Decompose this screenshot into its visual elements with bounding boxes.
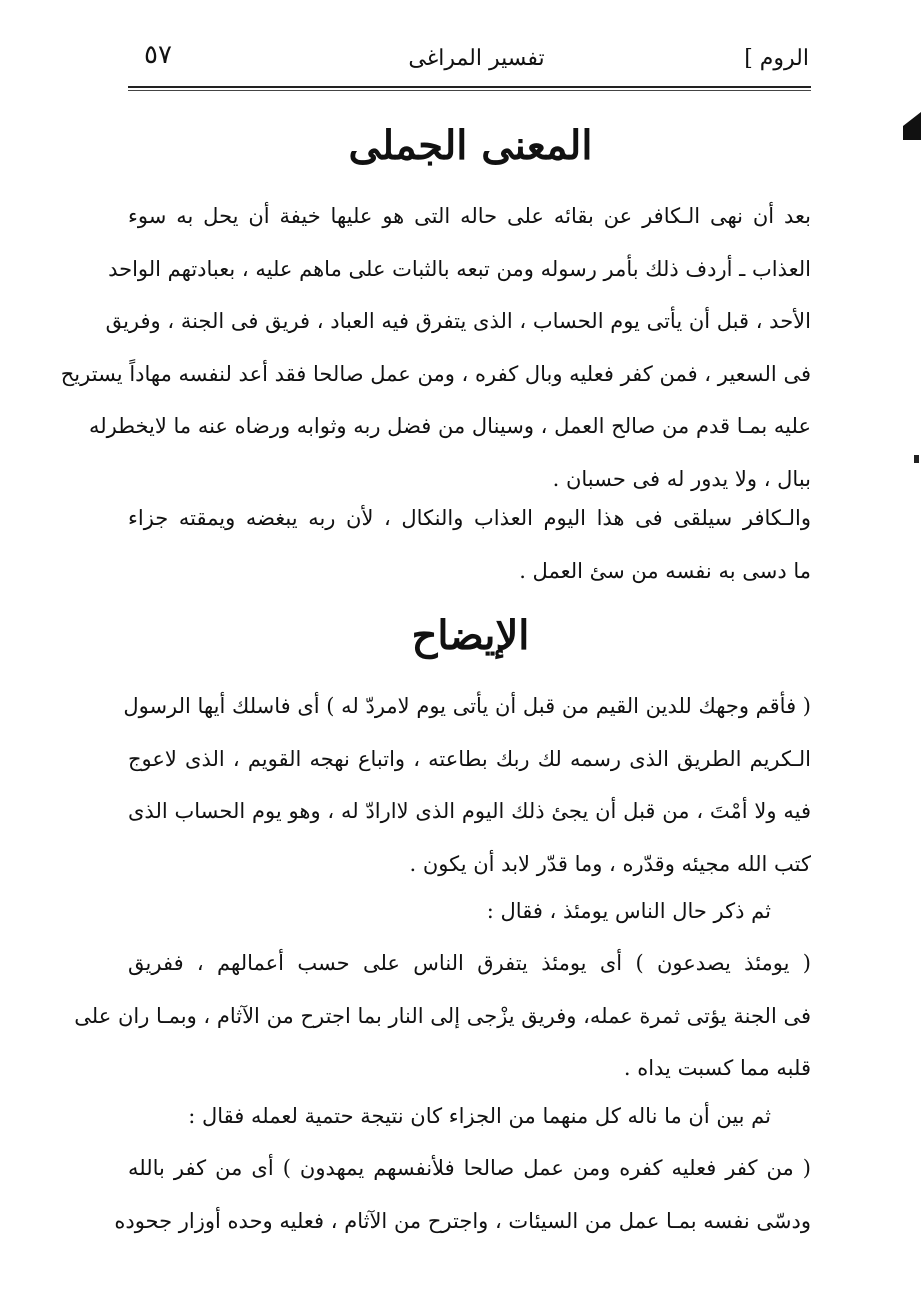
text-line: فى السعير ، فمن كفر فعليه وبال كفره ، ومن عمل صالحا فقد أعد لنفسه مهاداً يستريح <box>60 361 811 386</box>
section-title-overview: المعنى الجملى <box>348 122 593 169</box>
page-header <box>140 38 813 78</box>
text-line: ثم ذكر حال الناس يومئذ ، فقال : <box>486 899 771 923</box>
text-line: قلبه مما كسبت يداه . <box>623 1056 811 1080</box>
text-line: ما دسى به نفسه من سئ العمل . <box>519 558 811 583</box>
book-title: تفسير المراغى <box>408 46 545 71</box>
text-line: الأحد ، قبل أن يأتى يوم الحساب ، الذى يتفرق فيه العباد ، فريق فى الجنة ، وفريق <box>105 309 811 333</box>
header-rule-thin <box>128 90 811 91</box>
text-line: فى الجنة يؤتى ثمرة عمله، وفريق يزْجى إلى النار بما اجترح من الآثام ، وبمـا ران على <box>74 1003 811 1028</box>
page-edge-dot <box>914 455 919 463</box>
paragraph <box>123 680 811 890</box>
text-line: عليه بمـا قدم من صالح العمل ، وسينال من فضل ربه وثوابه ورضاه عنه ما لايخطرله <box>88 414 811 438</box>
text-line: ببال ، ولا يدور له فى حسبان . <box>552 466 811 491</box>
paragraph <box>60 190 811 505</box>
text-line: ( من كفر فعليه كفره ومن عمل صالحا فلأنفسهم يمهدون ) أى من كفر بالله <box>128 1156 811 1180</box>
text-line: ( فأقم وجهك للدين القيم من قبل أن يأتى يوم لامردّ له ) أى فاسلك أيها الرسول <box>123 694 811 718</box>
text-line: فيه ولا أمْتَ ، من قبل أن يجئ ذلك اليوم الذى لاارادّ له ، وهو يوم الحساب الذى <box>128 799 811 823</box>
page-edge-mark <box>903 112 921 140</box>
text-line: ( يومئذ يصدعون ) أى يومئذ يتفرق الناس على حسب أعمالهم ، ففريق <box>128 951 811 975</box>
section-title-explanation: الإيضاح <box>411 612 530 659</box>
text-line: بعد أن نهى الـكافر عن بقائه على حاله التى هو عليها خيفة أن يحل به سوء <box>128 204 811 228</box>
text-line: والـكافر سيلقى فى هذا اليوم العذاب والنكال ، لأن ربه يبغضه ويمقته جزاء <box>128 506 811 530</box>
paragraph <box>74 937 811 1095</box>
text-line: العذاب ـ أردف ذلك بأمر رسوله ومن تبعه بالثبات على ماهم عليه ، بعبادتهم الواحد <box>108 256 811 281</box>
paragraph <box>128 492 811 597</box>
page-number: ٥٧ <box>144 40 172 70</box>
text-line: ثم بين أن ما ناله كل منهما من الجزاء كان نتيجة حتمية لعمله فقال : <box>188 1104 771 1128</box>
paragraph <box>128 1090 771 1143</box>
paragraph <box>114 1142 811 1247</box>
text-line: الـكريم الطريق الذى رسمه لك ربك بطاعته ، واتباع نهجه القويم ، الذى لاعوج <box>128 746 811 771</box>
paragraph <box>128 885 771 938</box>
surah-name: الروم ] <box>744 46 809 71</box>
text-line: كتب الله مجيئه وقدّره ، وما قدّر لابد أن يكون . <box>409 851 811 876</box>
header-rule <box>128 86 811 88</box>
text-line: ودسّى نفسه بمـا عمل من السيئات ، واجترح من الآثام ، فعليه وحده أوزار جحوده <box>114 1208 811 1233</box>
